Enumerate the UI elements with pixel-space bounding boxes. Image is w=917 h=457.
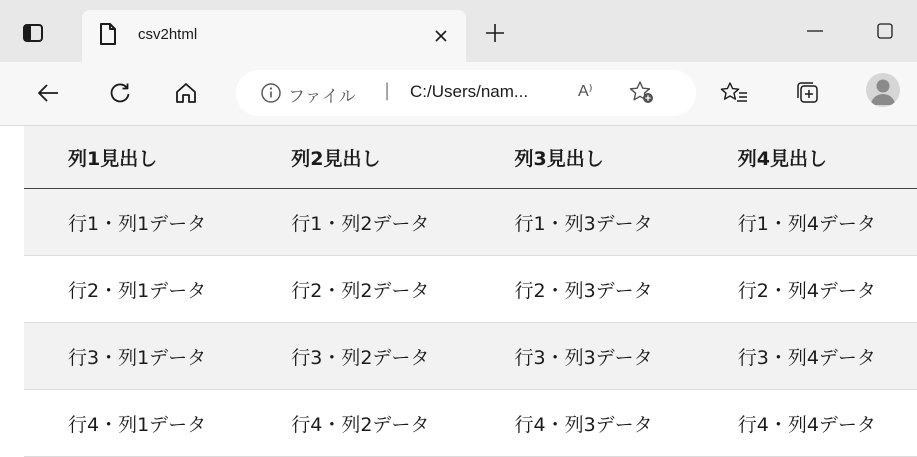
table-cell: 行3・列4データ [694, 323, 917, 390]
table-cell: 行4・列2データ [247, 390, 470, 457]
table-cell: 行1・列4データ [694, 189, 917, 256]
table-cell: 行2・列1データ [24, 256, 247, 323]
plus-icon [484, 22, 506, 44]
tab-strip [0, 0, 917, 62]
maximize-icon [876, 22, 894, 40]
column-header: 列1見出し [24, 126, 247, 189]
home-icon [174, 81, 198, 105]
table-row [24, 390, 917, 457]
table-cell: 行1・列1データ [24, 189, 247, 256]
table-header-row [24, 126, 917, 189]
maximize-button[interactable] [868, 18, 902, 44]
table-cell: 行3・列1データ [24, 323, 247, 390]
minimize-icon [806, 29, 824, 33]
table-row [24, 189, 917, 256]
table-row [24, 323, 917, 390]
favorites-button[interactable] [716, 75, 752, 111]
collections-icon [795, 80, 821, 106]
tab-title: csv2html [138, 26, 198, 43]
table-cell: 行4・列3データ [471, 390, 694, 457]
csv-table [24, 126, 917, 457]
column-header: 列2見出し [247, 126, 470, 189]
column-header: 列4見出し [694, 126, 917, 189]
table-row [24, 256, 917, 323]
table-cell: 行3・列2データ [247, 323, 470, 390]
table-cell: 行1・列3データ [471, 189, 694, 256]
page-icon [98, 22, 118, 50]
favorites-icon [720, 80, 748, 106]
address-url[interactable]: C:/Users/nam... [410, 82, 529, 101]
home-button[interactable] [168, 75, 204, 111]
address-separator: | [384, 80, 391, 101]
tab-actions-button[interactable] [14, 14, 52, 52]
page-content [0, 126, 917, 456]
profile-avatar[interactable] [866, 73, 900, 107]
table-cell: 行2・列3データ [471, 256, 694, 323]
browser-toolbar [0, 62, 917, 126]
table-cell: 行1・列2データ [247, 189, 470, 256]
read-aloud-button[interactable]: A⁾ [578, 83, 593, 100]
refresh-icon [108, 81, 132, 105]
table-cell: 行4・列4データ [694, 390, 917, 457]
table-cell: 行4・列1データ [24, 390, 247, 457]
address-scheme-label: ファイル [288, 87, 356, 107]
address-bar[interactable] [236, 70, 696, 116]
add-favorite-icon[interactable] [628, 80, 656, 110]
tab-close-button[interactable] [428, 23, 454, 49]
refresh-button[interactable] [102, 75, 138, 111]
back-arrow-icon [36, 82, 60, 104]
close-icon [434, 29, 448, 43]
table-cell: 行2・列2データ [247, 256, 470, 323]
site-info-icon[interactable] [260, 82, 282, 108]
active-tab[interactable] [82, 10, 466, 62]
column-header: 列3見出し [471, 126, 694, 189]
tab-actions-icon [22, 23, 44, 43]
table-cell: 行3・列3データ [471, 323, 694, 390]
back-button[interactable] [30, 75, 66, 111]
profile-icon [866, 73, 900, 107]
new-tab-button[interactable] [480, 18, 510, 48]
table-cell: 行2・列4データ [694, 256, 917, 323]
minimize-button[interactable] [798, 18, 832, 44]
collections-button[interactable] [790, 75, 826, 111]
